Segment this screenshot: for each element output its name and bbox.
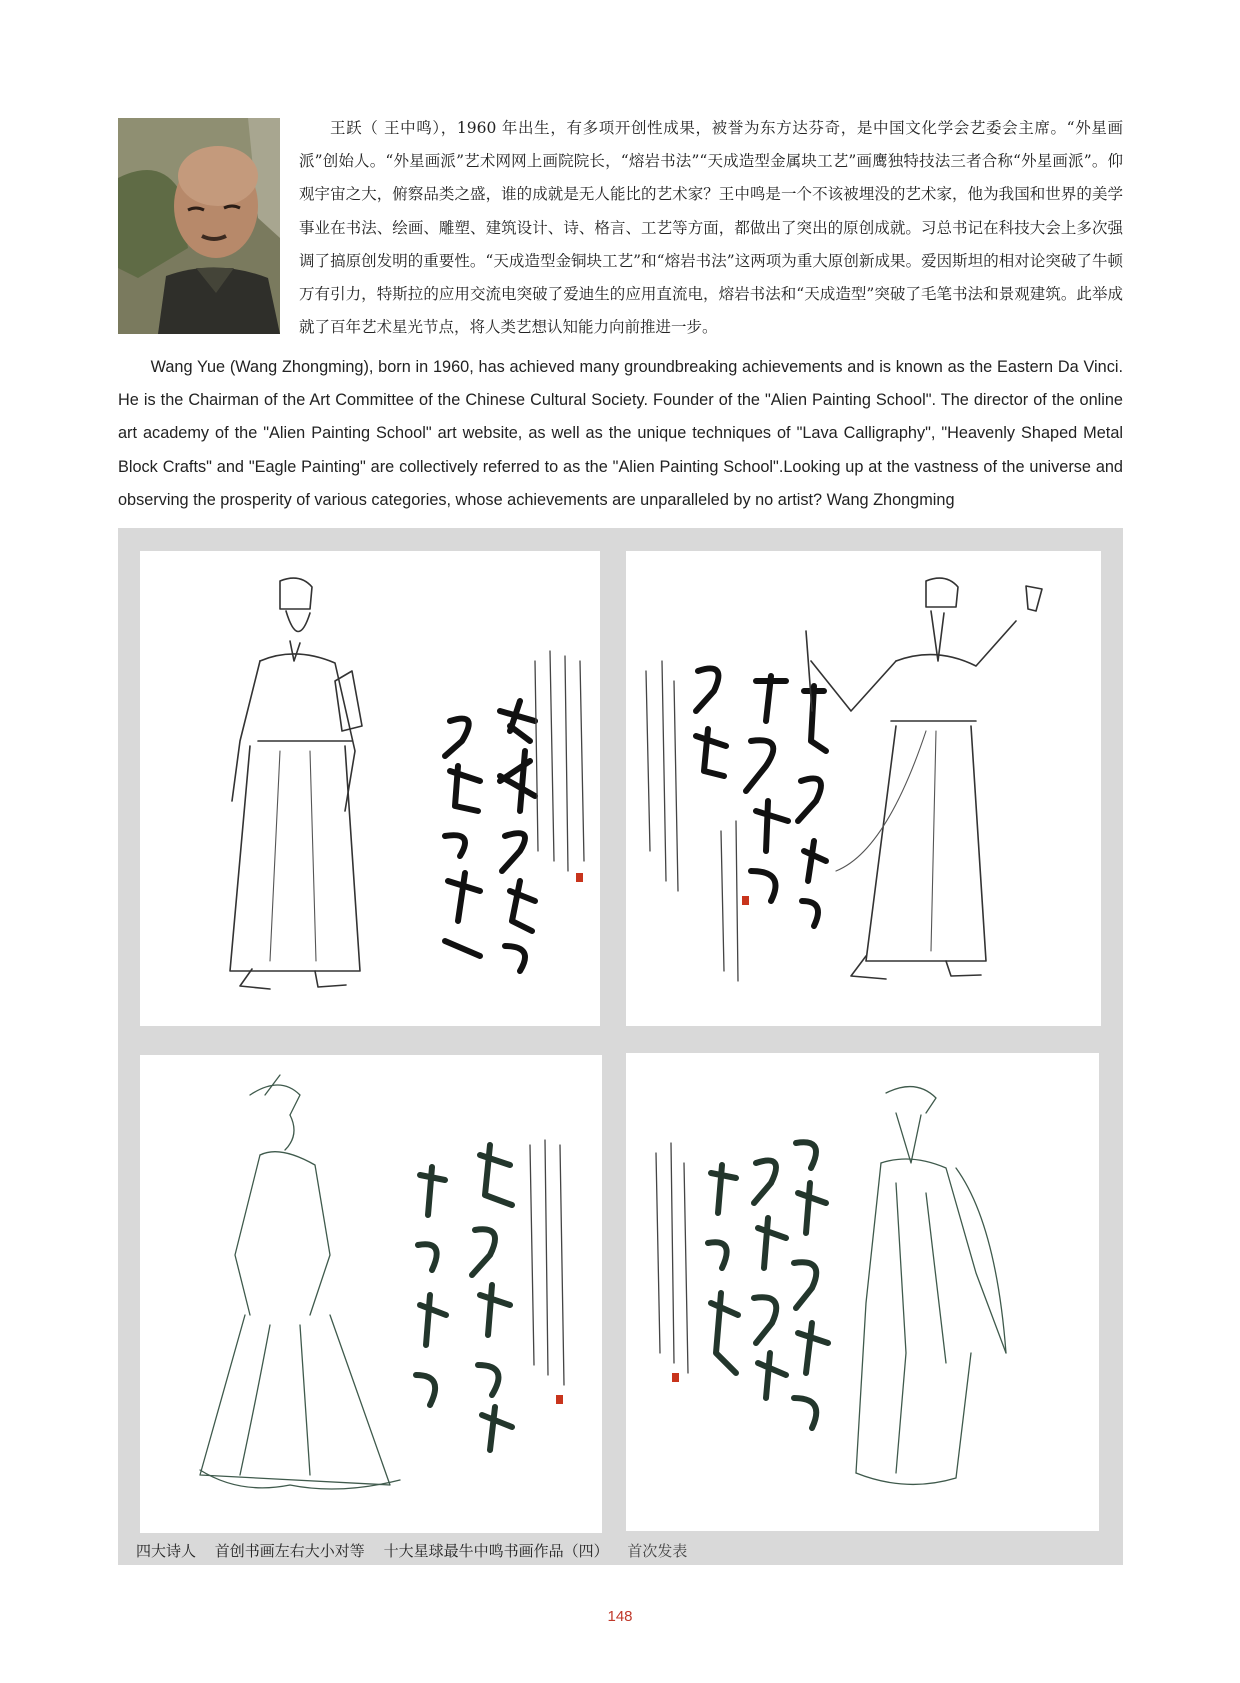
poet-figure-painting-icon bbox=[626, 1053, 1099, 1531]
poet-figure-painting-icon bbox=[626, 551, 1101, 1026]
caption-title: 四大诗人 bbox=[136, 1542, 197, 1560]
artwork-panel-3 bbox=[140, 1055, 602, 1533]
artwork-panel-1 bbox=[140, 551, 600, 1026]
english-biography-paragraph: Wang Yue (Wang Zhongming), born in 1960, has achieved many groundbreaking achievements and is known as the Eastern Da Vinci. He is the Chairman of the Art Committee of the Chinese Cultural Society. Founder of the "Alien Painting School". The director of the online art academy of the "Alien Painting School" art website, as well as the unique techniques of "Lava Calligraphy", "Heavenly Shaped Metal Block Crafts" and "Eagle Painting" are collectively referred to as the "Alien Painting School".Looking up at the vastness of the universe and observing the prosperity of various categories, whose achievements are unparalleled by no artist? Wang Zhongming bbox=[118, 358, 1123, 509]
poet-figure-painting-icon bbox=[140, 551, 600, 1026]
artwork-gallery bbox=[118, 528, 1123, 1565]
page-number: 148 bbox=[607, 1608, 633, 1625]
author-portrait-photo bbox=[118, 118, 280, 334]
caption-first-publish: 首次发表 bbox=[627, 1542, 688, 1560]
poet-figure-painting-icon bbox=[140, 1055, 602, 1533]
gallery-caption bbox=[136, 1540, 687, 1561]
chinese-biography-paragraph: 王跃（ 王中鸣），1960 年出生，有多项开创性成果，被誉为东方达芬奇，是中国文化学会艺委会主席。“外星画派”创始人。“外星画派”艺术网网上画院院长，“熔岩书法”“天成造型金属块工艺”画鹰独特技法三者合称“外星画派”。仰观宇宙之大，俯察品类之盛，谁的成就是无人能比的艺术家？王中鸣是一个不该被埋没的艺术家，他为我国和世界的美学事业在书法、绘画、雕塑、建筑设计、诗、格言、工艺等方面，都做出了突出的原创成就。习总书记在科技大会上多次强调了搞原创发明的重要性。“天成造型金铜块工艺”和“熔岩书法”这两项为重大原创新成果。爱因斯坦的相对论突破了牛顿万有引力，特斯拉的应用交流电突破了爱迪生的应用直流电，熔岩书法和“天成造型”突破了毛笔书法和景观建筑。此举成就了百年艺术星光节点，将人类艺想认知能力向前推进一步。 bbox=[299, 119, 1123, 337]
english-biography bbox=[118, 351, 1123, 517]
portrait-photo-icon bbox=[118, 118, 280, 334]
artwork-panel-2 bbox=[626, 551, 1101, 1026]
caption-subtitle: 首创书画左右大小对等 bbox=[214, 1542, 365, 1560]
artwork-panel-4 bbox=[626, 1053, 1099, 1531]
caption-series: 十大星球最牛中鸣书画作品（四） bbox=[383, 1542, 609, 1560]
chinese-biography bbox=[299, 112, 1123, 344]
